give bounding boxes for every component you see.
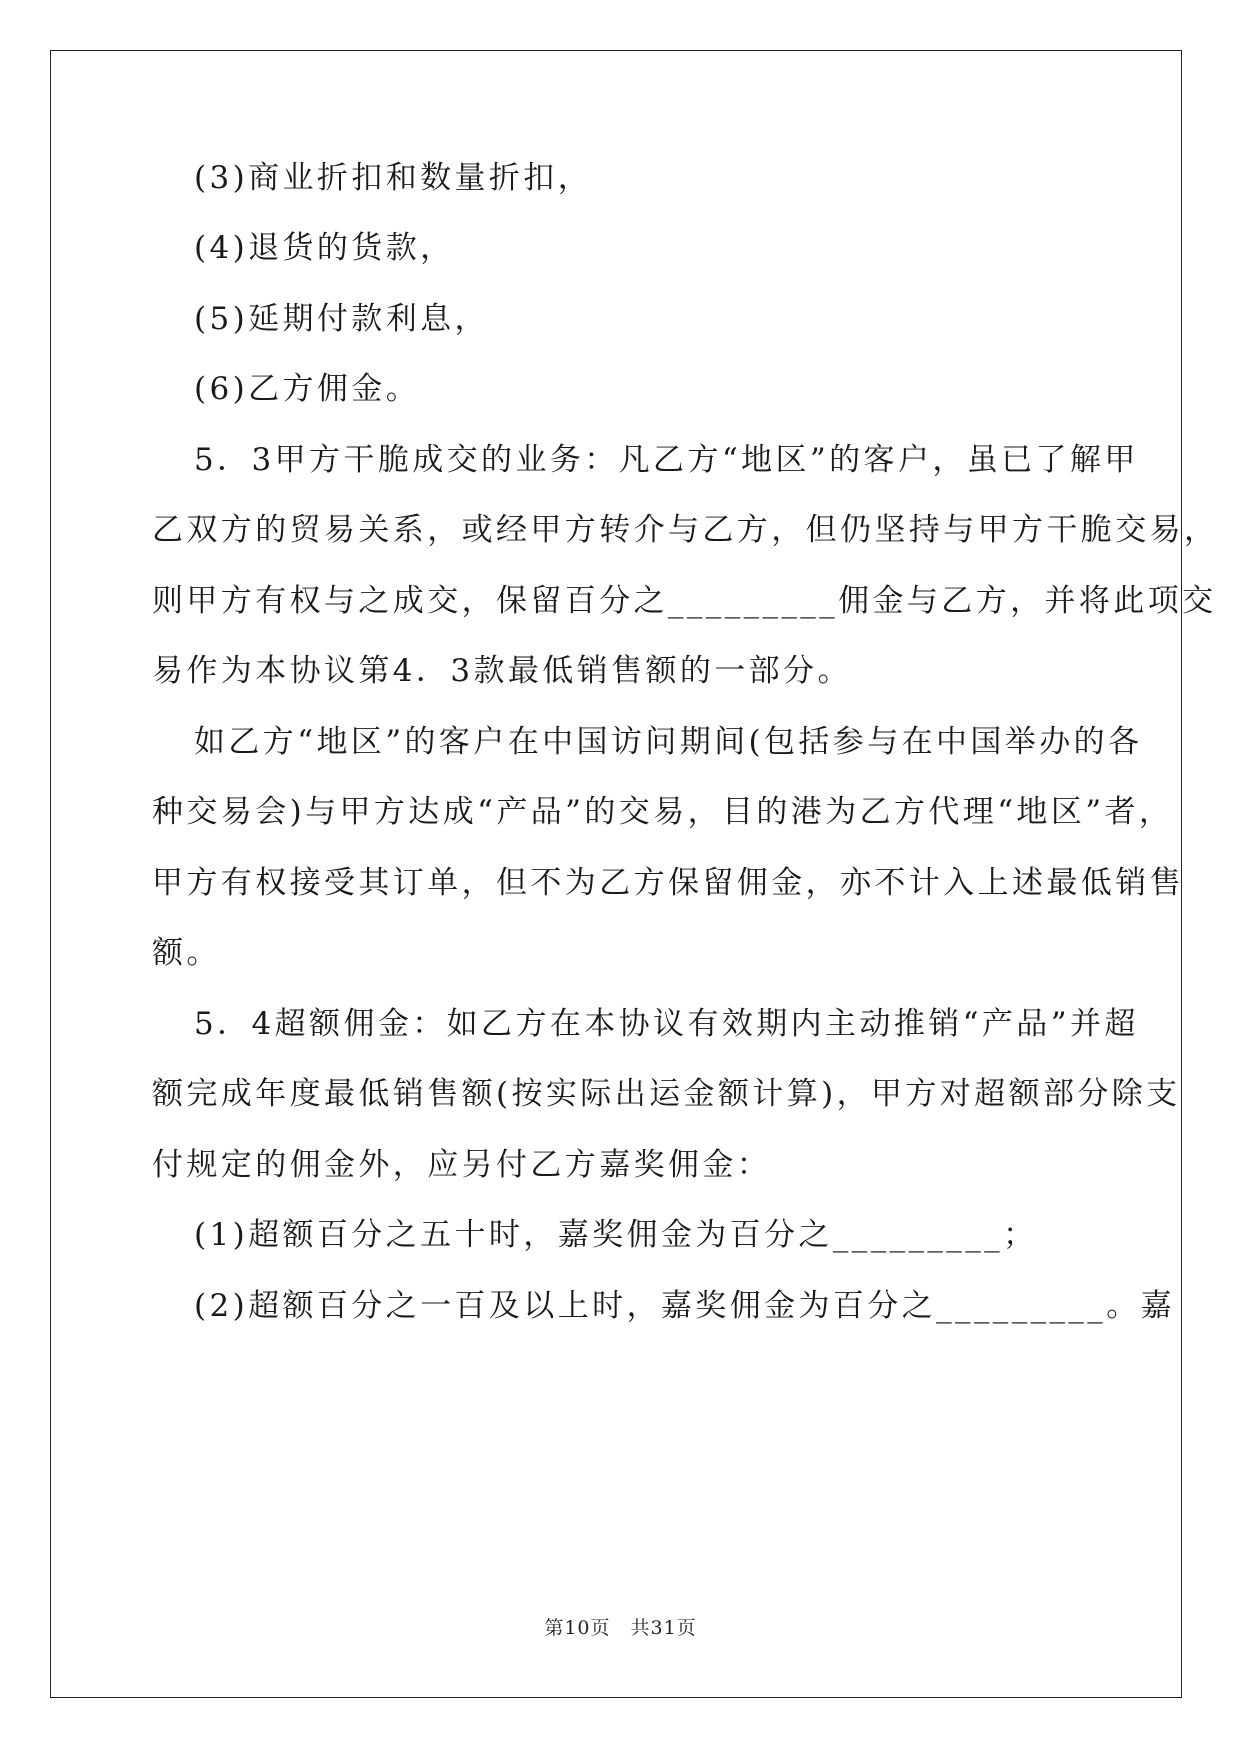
text-line: 易作为本协议第4．3款最低销售额的一部分。 xyxy=(152,653,852,689)
text-line: 付规定的佣金外，应另付乙方嘉奖佣金： xyxy=(152,1147,772,1183)
text-line: 种交易会)与甲方达成“产品”的交易，目的港为乙方代理“地区”者， xyxy=(152,794,1174,830)
text-line: 甲方有权接受其订单，但不为乙方保留佣金，亦不计入上述最低销售 xyxy=(152,865,1184,901)
text-line: (1)超额百分之五十时，嘉奖佣金为百分之_________； xyxy=(194,1217,1038,1253)
text-line: 如乙方“地区”的客户在中国访问期间(包括参与在中国举办的各 xyxy=(194,724,1143,760)
text-line: 额。 xyxy=(152,935,221,971)
text-line: (5)延期付款利息， xyxy=(194,301,489,337)
text-line: (4)退货的货款， xyxy=(194,230,455,266)
text-line: 5．3甲方干脆成交的业务：凡乙方“地区”的客户，虽已了解甲 xyxy=(194,442,1139,478)
text-line: 乙双方的贸易关系，或经甲方转介与乙方，但仍坚持与甲方干脆交易， xyxy=(152,512,1219,548)
text-line: 5．4超额佣金：如乙方在本协议有效期内主动推销“产品”并超 xyxy=(194,1006,1139,1042)
text-line: (3)商业折扣和数量折扣， xyxy=(194,160,593,196)
text-line: 额完成年度最低销售额(按实际出运金额计算)，甲方对超额部分除支 xyxy=(152,1076,1181,1112)
text-line: (6)乙方佣金。 xyxy=(194,371,421,407)
text-line: 则甲方有权与之成交，保留百分之_________佣金与乙方，并将此项交 xyxy=(152,583,1217,619)
text-line: (2)超额百分之一百及以上时，嘉奖佣金为百分之_________。嘉 xyxy=(194,1288,1176,1324)
page-number: 第10页 共31页 xyxy=(544,1617,697,1639)
